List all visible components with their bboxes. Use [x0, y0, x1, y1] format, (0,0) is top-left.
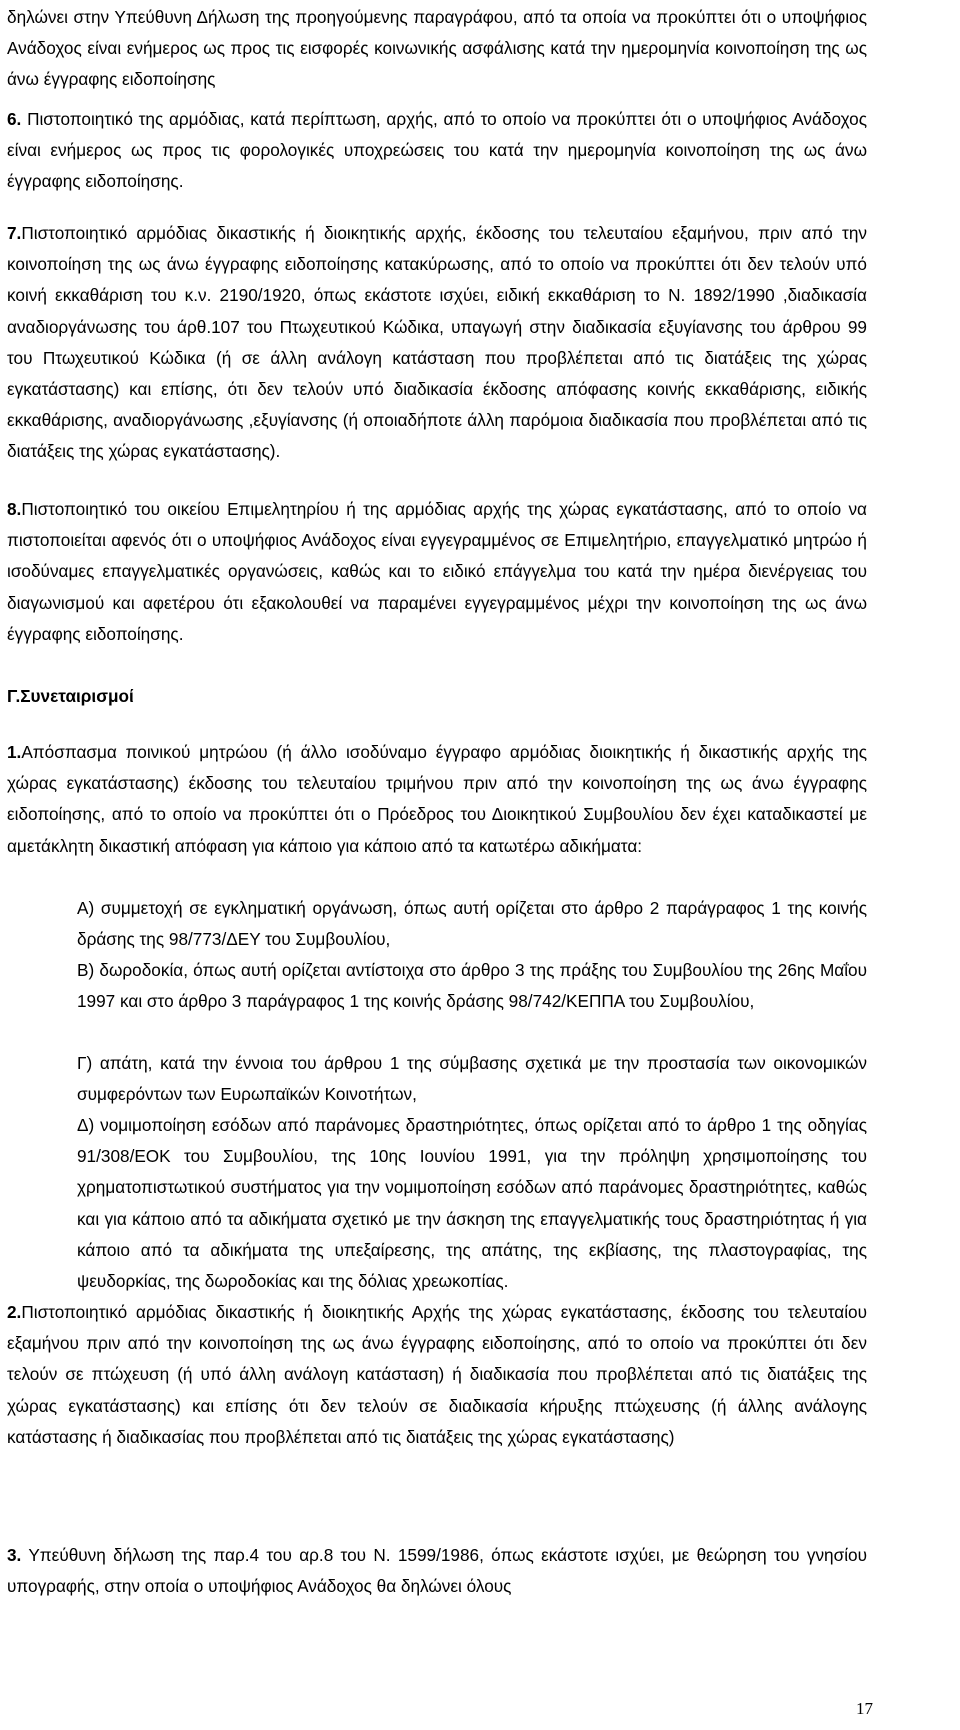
paragraph-intro: [7, 2, 867, 96]
section-paragraph-1-text: Απόσπασμα ποινικού μητρώου (ή άλλο ισοδύναμο έγγραφο αρμόδιας διοικητικής ή δικαστικής αρχής της χώρας εγκατάστασης) έκδοσης του τελευταίου τριμήνου πριν από την κοινοποίηση της ως άνω έγγραφης ειδοποίησης, από το οποίο να προκύπτει ότι ο Πρόεδρος του Διοικητικού Συμβουλίου δεν έχει καταδικαστεί με αμετάκλητη δικαστική απόφαση για κάποιο για κάποιο από τα κατωτέρω αδικήματα:: [7, 742, 867, 856]
paragraph-7: [7, 218, 867, 468]
paragraph-8-number: 8.: [7, 499, 22, 519]
paragraph-8: [7, 494, 867, 650]
section-paragraph-3-number: 3.: [7, 1545, 22, 1565]
paragraph-6-number: 6.: [7, 109, 22, 129]
paragraph-6-text: Πιστοποιητικό της αρμόδιας, κατά περίπτωση, αρχής, από το οποίο να προκύπτει ότι ο υποψήφιος Ανάδοχος είναι ενήμερος ως προς τις φορολογικές υποχρεώσεις του κατά την ημερομηνία κοινοποίηση της ως άνω έγγραφης ειδοποίησης.: [7, 109, 867, 192]
section-paragraph-3: [7, 1540, 867, 1602]
offense-item-d: Δ) νομιμοποίηση εσόδων από παράνομες δραστηριότητες, όπως ορίζεται από το άρθρο 1 της οδηγίας 91/308/ΕΟΚ του Συμβουλίου, της 10ης Ιουνίου 1991, για την πρόληψη χρησιμοποίησης του χρηματοπιστωτικού συστήματος για την νομιμοποίηση εσόδων από παράνομες δραστηριότητες, καθώς και για κάποιο από τα αδικήματα σχετικό με την άσκηση της επαγγελματικής τους δραστηριότητας ή για κάποιο από τα αδικήματα της υπεξαίρεσης, της απάτης, της εκβίασης, της πλαστογραφίας, της ψευδορκίας, της δωροδοκίας και της δόλιας χρεωκοπίας.: [77, 1115, 867, 1292]
section-paragraph-2-number: 2.: [7, 1302, 22, 1322]
paragraph-intro-text: δηλώνει στην Υπεύθυνη Δήλωση της προηγούμενης παραγράφου, από τα οποία να προκύπτει ότι ο υποψήφιος Ανάδοχος είναι ενήμερος ως προς τις εισφορές κοινωνικής ασφάλισης κατά την ημερομηνία κοινοποίηση της ως άνω έγγραφης ειδοποίησης: [7, 7, 867, 90]
paragraph-8-text: Πιστοποιητικό του οικείου Επιμελητηρίου ή της αρμόδιας αρχής της χώρας εγκατάστασης, από το οποίο να πιστοποιείται αφενός ότι ο υποψήφιος Ανάδοχος είναι εγγεγραμμένος σε Επιμελητήριο, επαγγελματικό μητρώο ή ισοδύναμες επαγγελματικές οργανώσεις, καθώς και το ειδικό επάγγελμα του κατά την ημέρα διενέργειας του διαγωνισμού και αφετέρου ότι εξακολουθεί να παραμένει εγγεγραμμένος μέχρι την κοινοποίηση της ως άνω έγγραφης ειδοποίησης.: [7, 499, 867, 644]
offense-item-c: Γ) απάτη, κατά την έννοια του άρθρου 1 της σύμβασης σχετικά με την προστασία των οικονομικών συμφερόντων των Ευρωπαϊκών Κοινοτήτων,: [77, 1053, 867, 1105]
section-paragraph-3-text: Υπεύθυνη δήλωση της παρ.4 του αρ.8 του Ν. 1599/1986, όπως εκάστοτε ισχύει, με θεώρηση του γνησίου υπογραφής, στην οποία ο υποψήφιος Ανάδοχος θα δηλώνει όλους: [7, 1545, 867, 1597]
section-heading: Γ.Συνεταιρισμοί: [7, 686, 134, 706]
paragraph-7-number: 7.: [7, 223, 22, 243]
page-number: 17: [856, 1699, 873, 1718]
section-paragraph-1-number: 1.: [7, 742, 22, 762]
section-paragraph-2: [7, 1297, 867, 1453]
offense-item-a: Α) συμμετοχή σε εγκληματική οργάνωση, όπως αυτή ορίζεται στο άρθρο 2 παράγραφος 1 της κοινής δράσης της 98/773/ΔΕΥ του Συμβουλίου,: [77, 898, 867, 950]
section-paragraph-2-text: Πιστοποιητικό αρμόδιας δικαστικής ή διοικητικής Αρχής της χώρας εγκατάστασης, έκδοσης του τελευταίου εξαμήνου πριν από την κοινοποίηση της ως άνω έγγραφης ειδοποίησης, από το οποίο να προκύπτει ότι δεν τελούν σε πτώχευση (ή υπό άλλη ανάλογη κατάσταση) ή διαδικασία που προβλέπεται από τις διατάξεις της χώρας εγκατάστασης) και επίσης ότι δεν τελούν σε διαδικασία κήρυξης πτώχευσης (ή άλλης ανάλογης κατάστασης ή διαδικασίας που προβλέπεται από τις διατάξεις της χώρας εγκατάστασης): [7, 1302, 867, 1447]
paragraph-7-text: Πιστοποιητικό αρμόδιας δικαστικής ή διοικητικής αρχής, έκδοσης του τελευταίου εξαμήνου, πριν από την κοινοποίηση της ως άνω έγγραφης ειδοποίησης κατακύρωσης, από το οποίο να προκύπτει ότι δεν τελούν υπό κοινή εκκαθάριση του κ.ν. 2190/1920, όπως εκάστοτε ισχύει, ειδική εκκαθάριση το Ν. 1892/1990 ,διαδικασία αναδιοργάνωσης του άρθ.107 του Πτωχευτικού Κώδικα, υπαγωγή στην διαδικασία εξυγίανσης του άρθρου 99 του Πτωχευτικού Κώδικα (ή σε άλλη ανάλογη κατάσταση που προβλέπεται από τις διατάξεις της χώρας εγκατάστασης) και επίσης, ότι δεν τελούν υπό διαδικασία έκδοσης απόφασης κοινής εκκαθάρισης, ειδικής εκκαθάρισης, αναδιοργάνωσης ,εξυγίανσης (ή οποιαδήποτε άλλη παρόμοια διαδικασία που προβλέπεται από τις διατάξεις της χώρας εγκατάστασης).: [7, 223, 867, 462]
paragraph-6: [7, 104, 867, 198]
offense-item-b: Β) δωροδοκία, όπως αυτή ορίζεται αντίστοιχα στο άρθρο 3 της πράξης του Συμβουλίου της 26ης Μαΐου 1997 και στο άρθρο 3 παράγραφος 1 της κοινής δράσης 98/742/ΚΕΠΠΑ του Συμβουλίου,: [77, 960, 867, 1012]
section-paragraph-1: [7, 737, 867, 862]
